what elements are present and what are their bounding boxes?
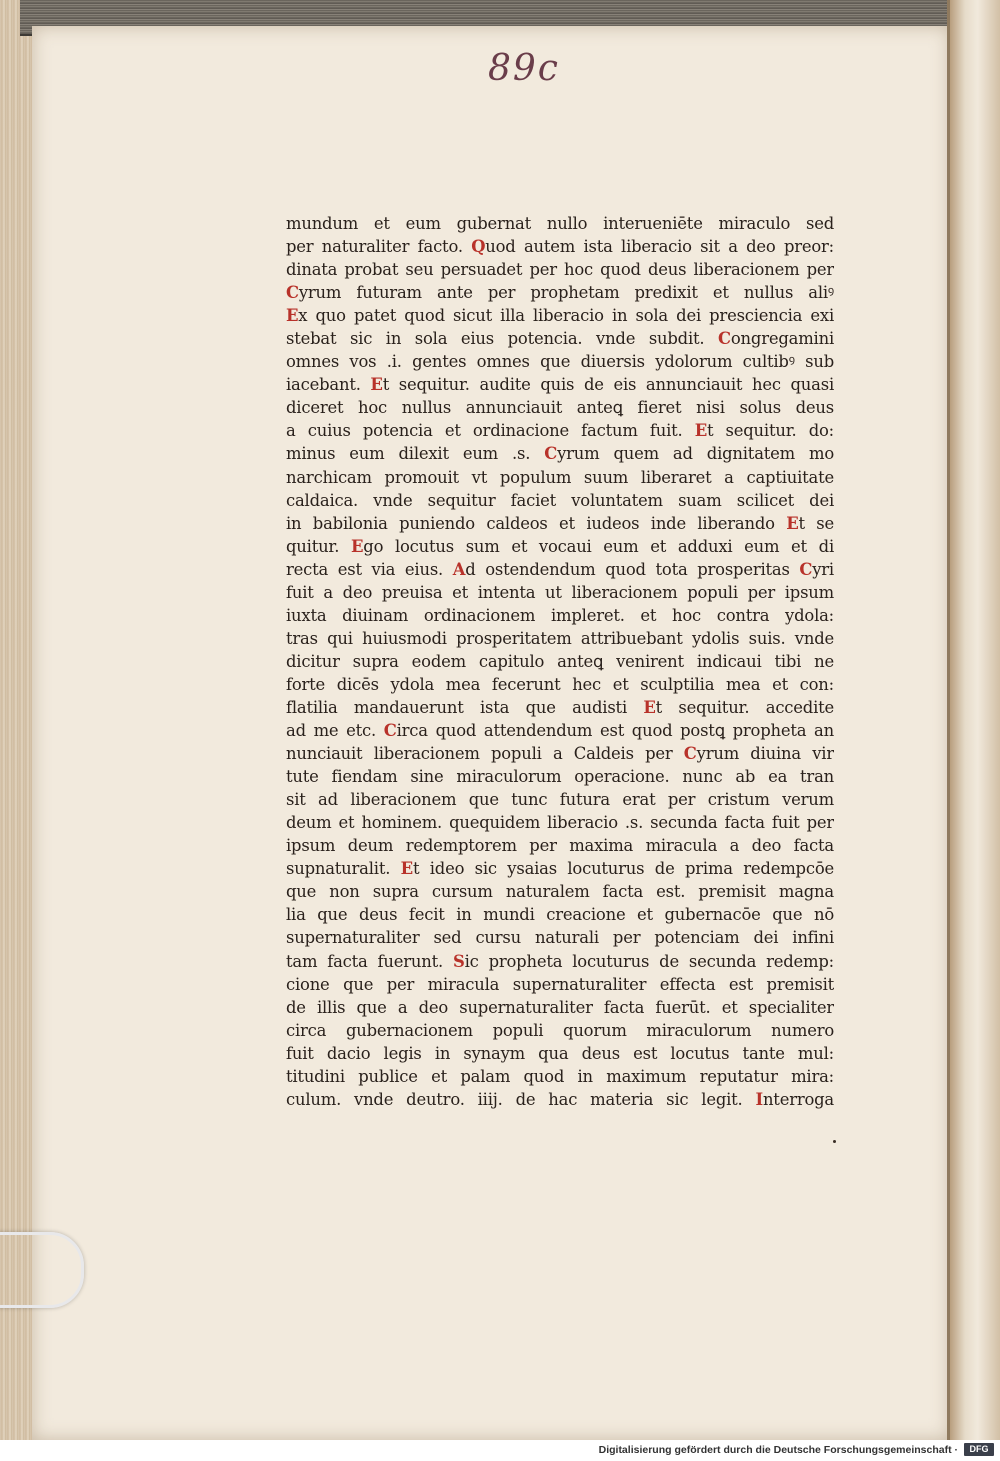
text-line: dinata probat seu persuadet per hoc quod deus liberacionem per xyxy=(286,260,834,280)
text-line: iacebant. Et sequitur. audite quis de eis annunciauit hec quasi xyxy=(286,375,834,395)
text-line: titudini publice et palam quod in maximum reputatur mira: xyxy=(286,1066,834,1086)
ink-dot xyxy=(833,1140,836,1143)
text-line: forte dicēs ydola mea fecerunt hec et sculptilia mea et con: xyxy=(286,674,834,694)
text-line: de illis que a deo supernaturaliter facta fuerūt. et specialiter xyxy=(286,997,834,1017)
text-line: caldaica. vnde sequitur faciet voluntatem suam scilicet dei xyxy=(286,490,834,510)
text-line: minus eum dilexit eum .s. Cyrum quem ad dignitatem mo xyxy=(286,444,834,464)
text-line: stebat sic in sola eius potencia. vnde subdit. Congregamini xyxy=(286,329,834,349)
text-line: nunciauit liberacionem populi a Caldeis per Cyrum diuina vir xyxy=(286,744,834,764)
funding-credit: Digitalisierung gefördert durch die Deutsche Forschungsgemeinschaft · xyxy=(598,1444,958,1456)
folio-number: 89c xyxy=(488,48,560,89)
text-line: tute fiendam sine miraculorum operacione. nunc ab ea tran xyxy=(286,767,834,787)
text-line: supnaturalit. Et ideo sic ysaias locuturus de prima redempcōe xyxy=(286,859,834,879)
text-line: per naturaliter facto. Quod autem ista liberacio sit a deo preor: xyxy=(286,237,834,257)
text-line: Ex quo patet quod sicut illa liberacio in sola dei presciencia exi xyxy=(286,306,834,326)
text-line: cione que per miracula supernaturaliter effecta est premisit xyxy=(286,974,834,994)
text-line: deum et hominem. quequidem liberacio .s. secunda facta fuit per xyxy=(286,813,834,833)
text-line: ad me etc. Circa quod attendendum est quod postꝗ propheta an xyxy=(286,721,834,741)
text-line: tam facta fuerunt. Sic propheta locuturus de secunda redemp: xyxy=(286,951,834,971)
text-line: fuit dacio legis in synaym qua deus est locutus tante mul: xyxy=(286,1043,834,1063)
dfg-logo: DFG xyxy=(964,1443,994,1456)
text-line: diceret hoc nullus annunciauit anteꝗ fieret nisi solus deus xyxy=(286,398,834,418)
text-line: lia que deus fecit in mundi creacione et gubernacōe que nō xyxy=(286,905,834,925)
text-line: flatilia mandauerunt ista que audisti Et sequitur. accedite xyxy=(286,697,834,717)
text-line: quitur. Ego locutus sum et vocaui eum et adduxi eum et di xyxy=(286,536,834,556)
page-clip xyxy=(0,1232,84,1308)
facing-page-edge xyxy=(950,0,1000,1440)
text-line: culum. vnde deutro. iiij. de hac materia sic legit. Interroga xyxy=(286,1089,834,1109)
text-line: iuxta diuinam ordinacionem impleret. et hoc contra ydola: xyxy=(286,605,834,625)
text-line: tras qui huiusmodi prosperitatem attribuebant ydolis suis. vnde xyxy=(286,628,834,648)
text-line: que non supra cursum naturalem facta est. premisit magna xyxy=(286,882,834,902)
text-line: narchicam promouit vt populum suum liberaret a captiuitate xyxy=(286,467,834,487)
text-line: dicitur supra eodem capitulo anteꝗ venirent indicaui tibi ne xyxy=(286,651,834,671)
text-line: omnes vos .i. gentes omnes que diuersis ydolorum cultibꝰ sub xyxy=(286,352,834,372)
text-line: sit ad liberacionem que tunc futura erat per cristum verum xyxy=(286,790,834,810)
text-line: recta est via eius. Ad ostendendum quod tota prosperitas Cyri xyxy=(286,559,834,579)
text-line: in babilonia puniendo caldeos et iudeos inde liberando Et se xyxy=(286,513,834,533)
text-column xyxy=(286,212,834,1111)
text-line: ipsum deum redemptorem per maxima miracula a deo facta xyxy=(286,836,834,856)
text-line: circa gubernacionem populi quorum miraculorum numero xyxy=(286,1020,834,1040)
text-line: mundum et eum gubernat nullo interueniēte miraculo sed xyxy=(286,214,834,233)
text-line: a cuius potencia et ordinacione factum fuit. Et sequitur. do: xyxy=(286,421,834,441)
text-line: supernaturaliter sed cursu naturali per potenciam dei infini xyxy=(286,928,834,948)
text-line: fuit a deo preuisa et intenta ut liberacionem populi per ipsum xyxy=(286,582,834,602)
text-line: Cyrum futuram ante per prophetam predixit et nullus aliꝰ xyxy=(286,283,834,303)
